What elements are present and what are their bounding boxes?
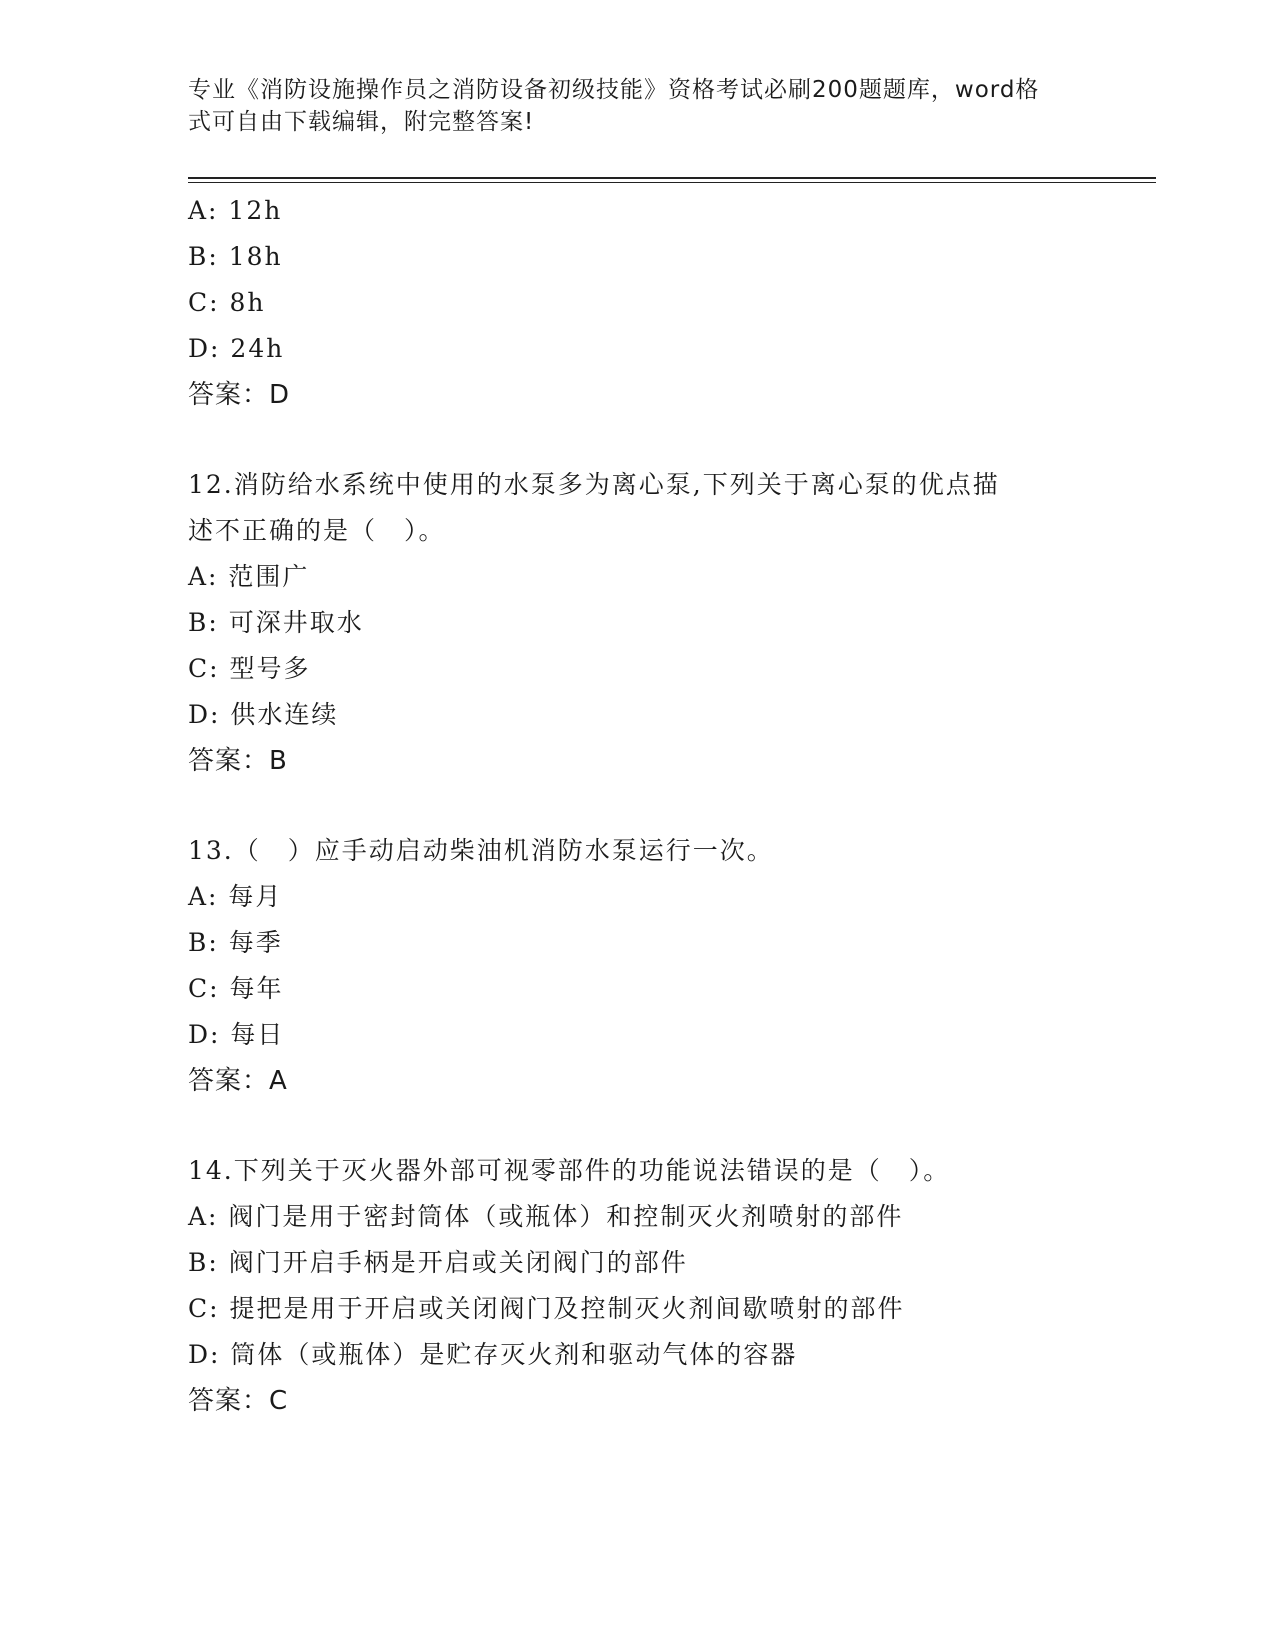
option-a: A: 12h [188, 196, 283, 225]
option-d: D: 每日 [188, 1020, 285, 1049]
option-c: C: 每年 [188, 974, 284, 1003]
option-a: A: 每月 [188, 882, 283, 911]
header-line-1: 专业《消防设施操作员之消防设备初级技能》资格考试必刷200题题库，word格 [188, 77, 1040, 103]
option-d: D: 供水连续 [188, 700, 339, 729]
question-12 [188, 462, 1088, 784]
question-stem-line-1: 14.下列关于灭火器外部可视零部件的功能说法错误的是（ ）。 [188, 1156, 951, 1185]
question-content [188, 188, 1088, 1424]
option-b: B: 可深井取水 [188, 608, 364, 637]
question-stem-line-1: 13.（ ）应手动启动柴油机消防水泵运行一次。 [188, 836, 774, 865]
option-b: B: 阀门开启手柄是开启或关闭阀门的部件 [188, 1248, 688, 1277]
option-d: D: 24h [188, 334, 285, 363]
option-a: A: 阀门是用于密封筒体（或瓶体）和控制灭火剂喷射的部件 [188, 1202, 904, 1231]
option-c: C: 型号多 [188, 654, 311, 683]
document-header [188, 74, 1068, 138]
header-divider-thin [188, 182, 1156, 183]
option-a: A: 范围广 [188, 562, 310, 591]
question-13 [188, 828, 1088, 1104]
option-b: B: 18h [188, 242, 283, 271]
option-b: B: 每季 [188, 928, 283, 957]
option-c: C: 8h [188, 288, 266, 317]
answer-line: 答案：D [188, 380, 291, 410]
question-stem-line-2: 述不正确的是（ ）。 [188, 516, 446, 545]
question-stem-line-1: 12.消防给水系统中使用的水泵多为离心泵,下列关于离心泵的优点描 [188, 470, 1000, 499]
question-14 [188, 1148, 1088, 1424]
question-11-continued [188, 188, 1088, 418]
answer-line: 答案：C [188, 1386, 289, 1416]
answer-line: 答案：B [188, 746, 288, 776]
option-d: D: 筒体（或瓶体）是贮存灭火剂和驱动气体的容器 [188, 1340, 798, 1369]
header-line-2: 式可自由下载编辑，附完整答案! [188, 109, 535, 135]
answer-line: 答案：A [188, 1066, 288, 1096]
header-divider-thick [188, 177, 1156, 179]
option-c: C: 提把是用于开启或关闭阀门及控制灭火剂间歇喷射的部件 [188, 1294, 905, 1323]
